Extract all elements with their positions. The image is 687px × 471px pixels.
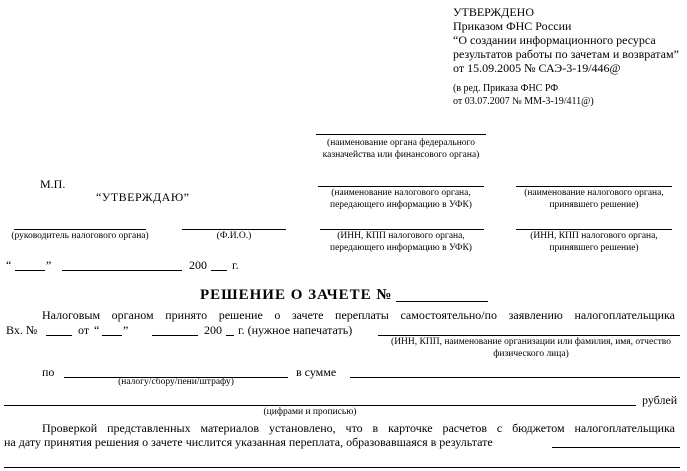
taxpayer-caption: (ИНН, КПП, наименование организации или фамилия, имя, отчество физического лица) (391, 337, 671, 359)
receiver-inn-field-line (516, 229, 672, 230)
treasury-field-line (316, 134, 486, 135)
para1-year: 200 (204, 323, 222, 337)
para1-year-line (226, 335, 234, 336)
sum-label: в сумме (296, 365, 337, 379)
decision-number-line (396, 301, 488, 302)
incoming-label: Вх. № (6, 323, 38, 337)
amount-caption: (цифрами и прописью) (263, 407, 357, 417)
date-month-line (62, 270, 182, 271)
approve-label: “УТВЕРЖДАЮ” (96, 190, 190, 204)
para2-line2: на дату принятия решения о зачете числится указанная переплата, образовавшаяся в результате (4, 435, 493, 449)
edition-line-2: от 03.07.2007 № ММ-3-19/411@) (453, 96, 594, 107)
date-day-line (15, 270, 45, 271)
approval-line-4: результатов работы по зачетам и возвратам” (453, 47, 679, 61)
approval-line-3: “О создании информационного ресурса (453, 33, 656, 47)
document-title: РЕШЕНИЕ О ЗАЧЕТЕ № (200, 287, 393, 303)
reason-field-line-1 (552, 447, 680, 448)
date-year-line (211, 270, 227, 271)
incoming-number-line (46, 335, 72, 336)
fio-caption: (Ф.И.О.) (216, 231, 252, 241)
receiver-tax-field-line (516, 186, 672, 187)
para2-line1: Проверкой представленных материалов установлено, что в карточке расчетов с бюджетом налогоплательщика (42, 421, 675, 435)
sender-inn-field-line (320, 229, 484, 230)
receiver-inn-caption: (ИНН, КПП налогового органа, принявшего решение) (530, 231, 658, 253)
para1-month-line (152, 335, 198, 336)
rubles-label: рублей (642, 393, 678, 407)
para1-line1: Налоговым органом принято решение о зачете переплаты самостоятельно/по заявлению налогоплательщика (42, 308, 675, 322)
para1-day-line (102, 335, 122, 336)
sum-field-line-1 (350, 377, 680, 378)
date-year: 200 (189, 258, 207, 272)
date-quote-close: ” (46, 258, 52, 272)
taxpayer-field-line (378, 335, 680, 336)
para1-year-suffix: г. (нужное напечатать) (238, 323, 353, 337)
sender-inn-caption: (ИНН, КПП налогового органа, передающего информацию в УФК) (330, 231, 472, 253)
sender-tax-field-line (318, 186, 484, 187)
approval-line-1: УТВЕРЖДЕНО (453, 5, 535, 19)
stamp-label: М.П. (40, 177, 66, 191)
tax-label: по (42, 365, 55, 379)
head-signature-line (14, 229, 146, 230)
reason-field-line-2 (4, 467, 680, 468)
tax-caption: (налогу/сбору/пени/штрафу) (118, 377, 234, 387)
para1-quote-open: “ (94, 323, 100, 337)
amount-field-line (4, 405, 636, 406)
from-label: от (78, 323, 90, 337)
para1-quote-close: ” (123, 323, 129, 337)
approval-line-5: от 15.09.2005 № САЭ-3-19/446@ (453, 61, 621, 75)
sender-tax-caption: (наименование налогового органа, передающего информацию в УФК) (330, 188, 472, 210)
head-caption: (руководитель налогового органа) (11, 231, 149, 241)
approval-line-2: Приказом ФНС России (453, 19, 572, 33)
date-suffix: г. (232, 258, 239, 272)
receiver-tax-caption: (наименование налогового органа, принявшего решение) (524, 188, 664, 210)
treasury-caption: (наименование органа федерального казначейства или финансового органа) (322, 138, 480, 160)
date-quote-open: “ (6, 258, 12, 272)
edition-line-1: (в ред. Приказа ФНС РФ (453, 83, 559, 94)
fio-line (182, 229, 286, 230)
